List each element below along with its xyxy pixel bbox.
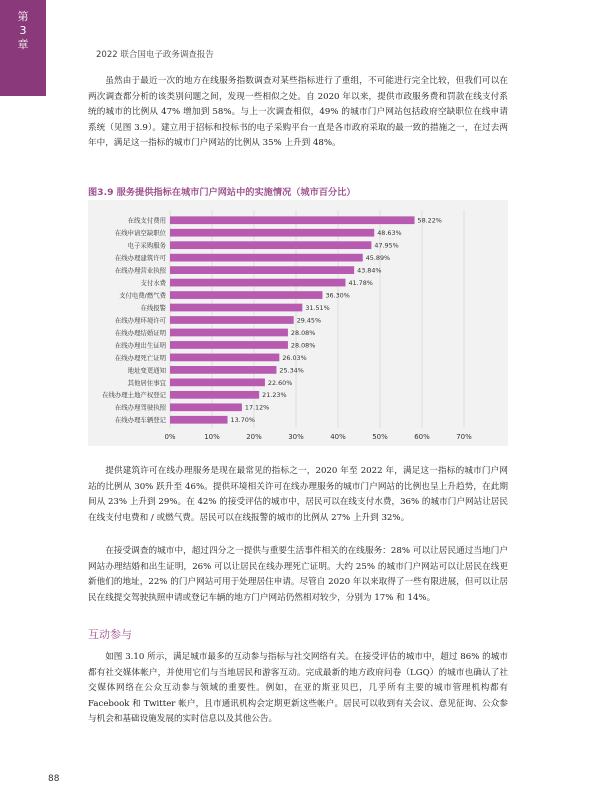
category-label: 在线办理土地产权登记: [102, 391, 166, 400]
bar-value-label: 58.22%: [417, 216, 442, 225]
category-label: 在线办理车辆登记: [114, 416, 166, 425]
page-number: 88: [48, 774, 60, 784]
bar-value-label: 17.12%: [244, 403, 270, 412]
chart-x-ticks: [164, 433, 472, 441]
bar-value-label: 13.70%: [230, 416, 255, 425]
bar-value-label: 28.08%: [290, 341, 316, 350]
chapter-tab-line1: 第: [17, 10, 29, 23]
bar-value-label: 47.95%: [374, 241, 399, 250]
bar-value-label: 22.60%: [267, 378, 293, 387]
category-label: 支付水费: [140, 278, 166, 287]
category-label: 支付电费/燃气费: [119, 291, 166, 300]
bar-value-label: 36.30%: [325, 291, 350, 300]
category-label: 在线申请空缺职位: [114, 229, 166, 238]
chart-container: [88, 200, 508, 446]
running-head: 2022 联合国电子政务调查报告: [96, 50, 214, 60]
bar: [170, 366, 276, 374]
bar-value-label: 25.34%: [279, 366, 304, 375]
category-label: 在线办理结婚证明: [114, 328, 166, 337]
category-label: 在线报警: [140, 303, 166, 312]
bar-chart: [88, 200, 508, 446]
bar-value-label: 41.78%: [348, 278, 373, 287]
category-label: 在线办理驾驶执照: [114, 403, 166, 412]
bar-value-label: 28.08%: [290, 328, 316, 337]
x-tick-label: 0%: [164, 433, 176, 441]
category-label: 在线办理建筑许可: [114, 254, 166, 263]
x-tick-label: 10%: [204, 433, 220, 441]
bar-value-label: 43.84%: [357, 266, 382, 275]
section-heading: 互动参与: [88, 628, 132, 641]
bar-value-label: 26.03%: [282, 353, 307, 362]
x-tick-label: 60%: [414, 433, 430, 441]
x-tick-label: 50%: [372, 433, 388, 441]
bar: [170, 378, 265, 386]
bar: [170, 341, 288, 349]
bar: [170, 266, 354, 274]
bar-value-label: 29.45%: [296, 316, 322, 325]
x-tick-label: 20%: [246, 433, 262, 441]
category-label: 在线支付费用: [127, 216, 166, 225]
chapter-tab-line3: 章: [17, 38, 29, 51]
bar-value-label: 48.63%: [377, 229, 402, 238]
bar: [170, 241, 371, 249]
bar: [170, 391, 259, 399]
x-tick-label: 30%: [288, 433, 304, 441]
bar: [170, 403, 242, 411]
category-label: 在线办理死亡证明: [114, 353, 166, 362]
bar-value-label: 45.89%: [365, 254, 391, 263]
bar: [170, 279, 345, 287]
category-label: 在线办理营业执照: [114, 266, 166, 275]
category-label: 地址变更通知: [127, 366, 166, 375]
category-label: 在线办理出生证明: [114, 341, 166, 350]
bar: [170, 291, 322, 299]
bar: [170, 354, 279, 362]
bar-value-label: 31.51%: [305, 303, 330, 312]
bar: [170, 329, 288, 337]
bar: [170, 229, 374, 237]
paragraph-2: 提供建筑许可在线办理服务是现在最常见的指标之一，2020 年至 2022 年，满足这一指标的城市门户网站的比例从 30% 跃升至 46%。提供环境相关许可在线办理服务的城市门户网站的比例也呈上升趋势，在此期间从 23% 上升到 29%。在 42% 的接受评估的城市中，居民可以在线支付水费，36% 的城市门户网站让居民在线支付电费和 / 或燃气费。居民可以在线报警的城市的比例从 27% 上升到 32%。: [88, 466, 508, 523]
category-label: 在线办理环境许可: [114, 316, 166, 325]
bar: [170, 416, 228, 424]
bar: [170, 254, 363, 262]
bar-value-label: 21.23%: [262, 391, 287, 400]
x-tick-label: 40%: [330, 433, 346, 441]
chapter-tab-number: 3: [19, 24, 27, 37]
category-label: 其他居住事宜: [127, 378, 166, 387]
bar: [170, 216, 415, 224]
paragraph-4: 如图 3.10 所示，满足城市最多的互动参与指标与社交网络有关。在接受评估的城市中，超过 86% 的城市都有社交媒体帐户，并使用它们与当地居民和游客互动。完成最新的地方政府问卷（LGQ）的城市也确认了社交媒体网络在公众互动参与领域的重要性。例如，在亚的斯亚贝巴，几乎所有主要的城市管理机构都有 Facebook 和 Twitter 帐户，且市通讯机构会定期更新这些帐户。居民可以收到有关会议、意见征询、公众参与机会和基础设施发展的实时信息以及其他公告。: [88, 652, 508, 725]
bar: [170, 316, 294, 324]
category-label: 电子采购服务: [127, 241, 166, 250]
paragraph-1: 虽然由于最近一次的地方在线服务指数调查对某些指标进行了重组，不可能进行完全比较，但我们可以在两次调查都分析的该类别问题之间，发现一些相似之处。自 2020 年以来，提供市政服务费和罚款在线支付系统的城市的比例从 47% 增加到 58%。与上一次调查相似，49% 的城市门户网站包括政府空缺职位在线申请系统（见图 3.9）。建立用于招标和投标书的电子采购平台一直是各市政府采取的最一致的措施之一，在过去两年中，满足这一指标的城市门户网站的比例从 35% 上升到 48%。: [88, 76, 508, 149]
paragraph-3: 在接受调查的城市中，超过四分之一提供与重要生活事件相关的在线服务：28% 可以让居民通过当地门户网站办理结婚和出生证明，26% 可以让居民在线办理死亡证明。大约 25% 的城市门户网站可以让居民在线更新他们的地址，22% 的门户网站可用于处理居住申请。尽管自 2020 年以来取得了一些有限进展，但可以让居民在线提交驾驶执照申请或登记车辆的地方门户网站仍然相对较少，分别为 17% 和 14%。: [88, 546, 508, 603]
figure-title: 图3.9 服务提供指标在城市门户网站中的实施情况（城市百分比）: [88, 187, 356, 198]
x-tick-label: 70%: [456, 433, 472, 441]
bar: [170, 304, 302, 312]
chapter-tab: [0, 0, 46, 96]
